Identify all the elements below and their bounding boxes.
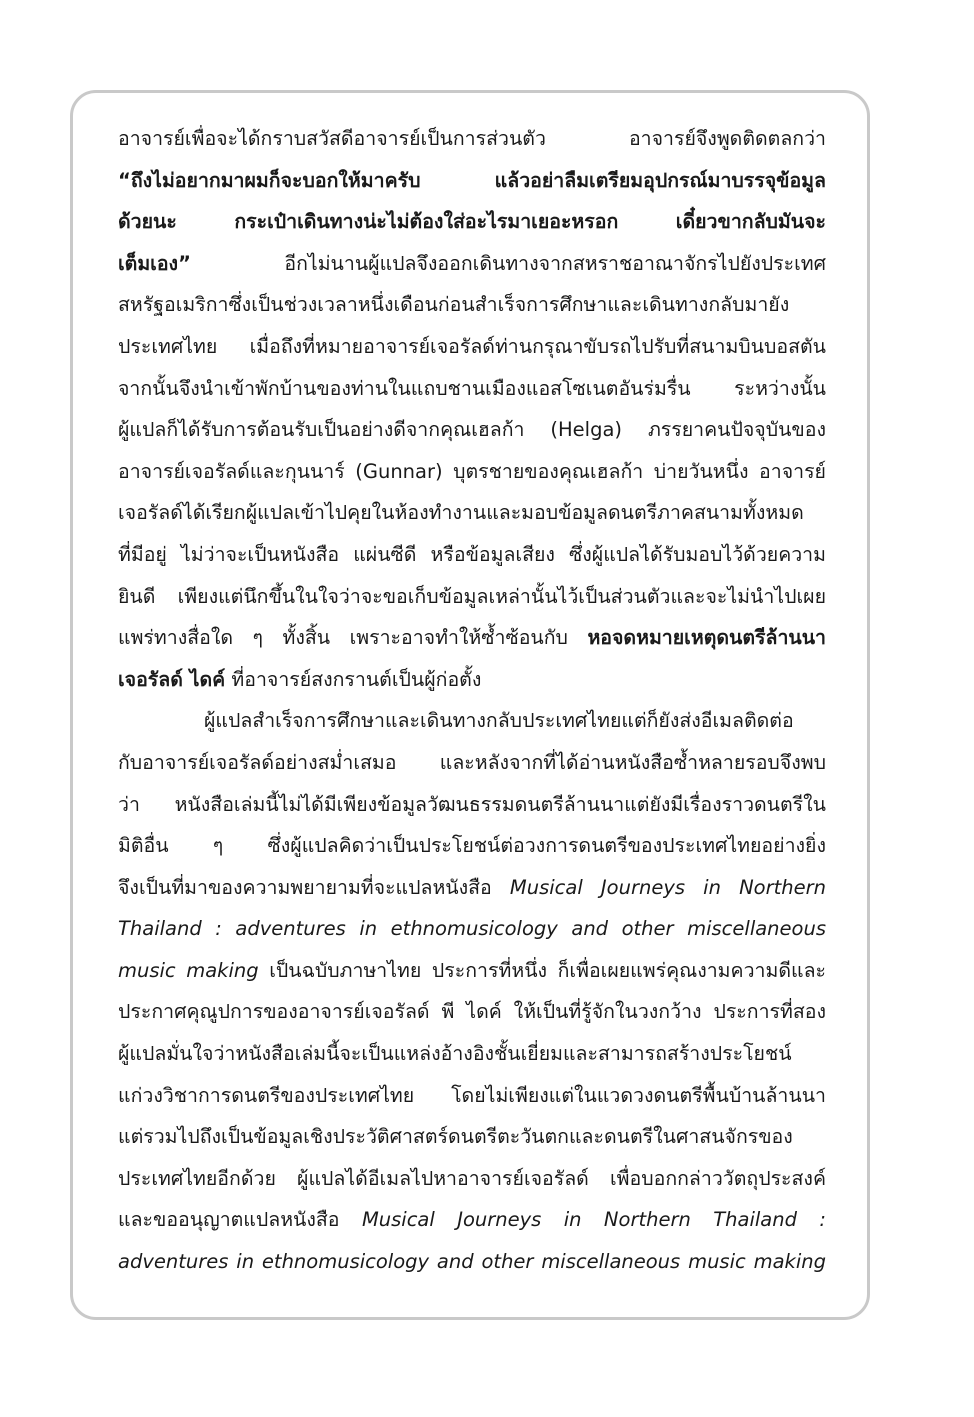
- text-segment: เจอรัลด์ได้เรียกผู้แปลเข้าไปคุยในห้องทำงานและมอบข้อมูลดนตรีภาคสนามทั้งหมด: [118, 501, 804, 525]
- text-line: [118, 991, 826, 1033]
- text-segment: ผู้แปลก็ได้รับการต้อนรับเป็นอย่างดีจากคุณเฮลก้า (Helga) ภรรยาคนปัจจุบันของ: [118, 418, 826, 442]
- text-segment: อีกไม่นานผู้แปลจึงออกเดินทางจากสหราชอาณาจักรไปยังประเทศ: [190, 251, 826, 275]
- bold-text: เต็มเอง”: [118, 251, 191, 275]
- text-line: [118, 243, 826, 285]
- text-line: [118, 368, 826, 410]
- text-segment: ประเทศไทยอีกด้วย ผู้แปลได้อีเมลไปหาอาจารย์เจอรัลด์ เพื่อบอกกล่าววัตถุประสงค์: [118, 1166, 826, 1190]
- text-segment: สหรัฐอเมริกาซึ่งเป็นช่วงเวลาหนึ่งเดือนก่อนสำเร็จการศึกษาและเดินทางกลับมายัง: [118, 293, 790, 317]
- text-segment: ที่อาจารย์สงกรานต์เป็นผู้ก่อตั้ง: [225, 667, 482, 691]
- text-line: [118, 201, 826, 243]
- text-segment: มิติอื่น ๆ ซึ่งผู้แปลคิดว่าเป็นประโยชน์ต่อวงการดนตรีของประเทศไทยอย่างยิ่ง: [118, 834, 826, 858]
- text-line: [118, 617, 826, 659]
- text-segment: แพร่ทางสื่อใด ๆ ทั้งสิ้น เพราะอาจทำให้ซ้ำซ้อนกับ: [118, 626, 588, 650]
- text-segment: ที่มีอยู่ ไม่ว่าจะเป็นหนังสือ แผ่นซีดี หรือข้อมูลเสียง ซึ่งผู้แปลได้รับมอบไว้ด้วยความ: [118, 542, 826, 566]
- italic-title-text: Thailand : adventures in ethnomusicology and other miscellaneous: [118, 917, 826, 941]
- italic-title-text: Musical Journeys in Northern Thailand :: [361, 1208, 826, 1232]
- text-segment: ยินดี เพียงแต่นึกขึ้นในใจว่าจะขอเก็บข้อมูลเหล่านั้นไว้เป็นส่วนตัวและจะไม่นำไปเผย: [118, 584, 826, 608]
- italic-title-text: Musical Journeys in Northern: [509, 875, 826, 899]
- text-line: [118, 659, 826, 701]
- text-line: [118, 1033, 826, 1075]
- body-text: [118, 118, 826, 1283]
- text-line: [118, 1158, 826, 1200]
- text-segment: และขออนุญาตแปลหนังสือ: [118, 1208, 362, 1232]
- bold-text: เจอรัลด์ ไดค์: [118, 667, 226, 691]
- text-line: [118, 908, 826, 950]
- text-segment: ว่า หนังสือเล่มนี้ไม่ได้มีเพียงข้อมูลวัฒนธรรมดนตรีล้านนาแต่ยังมีเรื่องราวดนตรีใน: [118, 792, 826, 816]
- text-segment: ผู้แปลสำเร็จการศึกษาและเดินทางกลับประเทศไทยแต่ก็ยังส่งอีเมลติดต่อ: [204, 709, 794, 733]
- text-segment: อาจารย์เจอรัลด์และกุนนาร์ (Gunnar) บุตรชายของคุณเฮลก้า บ่ายวันหนึ่ง อาจารย์: [118, 459, 826, 483]
- text-line: [118, 700, 826, 742]
- text-line: [118, 1199, 826, 1241]
- text-line: [118, 742, 826, 784]
- text-line: [118, 118, 826, 160]
- text-line: [118, 1116, 826, 1158]
- text-segment: แก่วงวิชาการดนตรีของประเทศไทย โดยไม่เพียงแต่ในแวดวงดนตรีพื้นบ้านล้านนา: [118, 1083, 826, 1107]
- bold-text: ด้วยนะ กระเป๋าเดินทางน่ะไม่ต้องใส่อะไรมาเยอะหรอก เดี๋ยวขากลับมันจะ: [118, 210, 826, 234]
- text-line: [118, 1241, 826, 1283]
- text-segment: อาจารย์เพื่อจะได้กราบสวัสดีอาจารย์เป็นการส่วนตัว อาจารย์จึงพูดติดตลกว่า: [118, 127, 826, 150]
- text-line: [118, 576, 826, 618]
- text-line: [118, 284, 826, 326]
- bold-text: “ถึงไม่อยากมาผมก็จะบอกให้มาครับ แล้วอย่าลืมเตรียมอุปกรณ์มาบรรจุข้อมูล: [118, 168, 826, 192]
- text-segment: ประเทศไทย เมื่อถึงที่หมายอาจารย์เจอรัลด์ท่านกรุณาขับรถไปรับที่สนามบินบอสตัน: [118, 334, 826, 358]
- text-segment: ประกาศคุณูปการของอาจารย์เจอรัลด์ พี ไดค์ ให้เป็นที่รู้จักในวงกว้าง ประการที่สอง: [118, 1000, 826, 1024]
- text-line: [118, 1075, 826, 1117]
- text-line: [118, 492, 826, 534]
- text-line: [118, 409, 826, 451]
- text-line: [118, 784, 826, 826]
- italic-title-text: adventures in ethnomusicology and other miscellaneous music making: [118, 1250, 826, 1274]
- text-line: [118, 825, 826, 867]
- text-segment: แต่รวมไปถึงเป็นข้อมูลเชิงประวัติศาสตร์ดนตรีตะวันตกและดนตรีในศาสนจักรของ: [118, 1125, 793, 1149]
- text-segment: จึงเป็นที่มาของความพยายามที่จะแปลหนังสือ: [118, 875, 510, 899]
- bold-text: หอจดหมายเหตุดนตรีล้านนา: [587, 626, 826, 650]
- text-line: [118, 867, 826, 909]
- text-segment: จากนั้นจึงนำเข้าพักบ้านของท่านในแถบชานเมืองแอสโซเนตอันร่มรื่น ระหว่างนั้น: [118, 376, 826, 400]
- text-line: [118, 160, 826, 202]
- italic-title-text: music making: [118, 958, 259, 982]
- text-line: [118, 451, 826, 493]
- text-line: [118, 326, 826, 368]
- text-segment: ผู้แปลมั่นใจว่าหนังสือเล่มนี้จะเป็นแหล่งอ้างอิงชั้นเยี่ยมและสามารถสร้างประโยชน์: [118, 1042, 792, 1066]
- text-segment: เป็นฉบับภาษาไทย ประการที่หนึ่ง ก็เพื่อเผยแพร่คุณงามความดีและ: [258, 958, 826, 982]
- text-line: [118, 950, 826, 992]
- text-segment: กับอาจารย์เจอรัลด์อย่างสม่ำเสมอ และหลังจากที่ได้อ่านหนังสือซ้ำหลายรอบจึงพบ: [118, 750, 826, 774]
- text-line: [118, 534, 826, 576]
